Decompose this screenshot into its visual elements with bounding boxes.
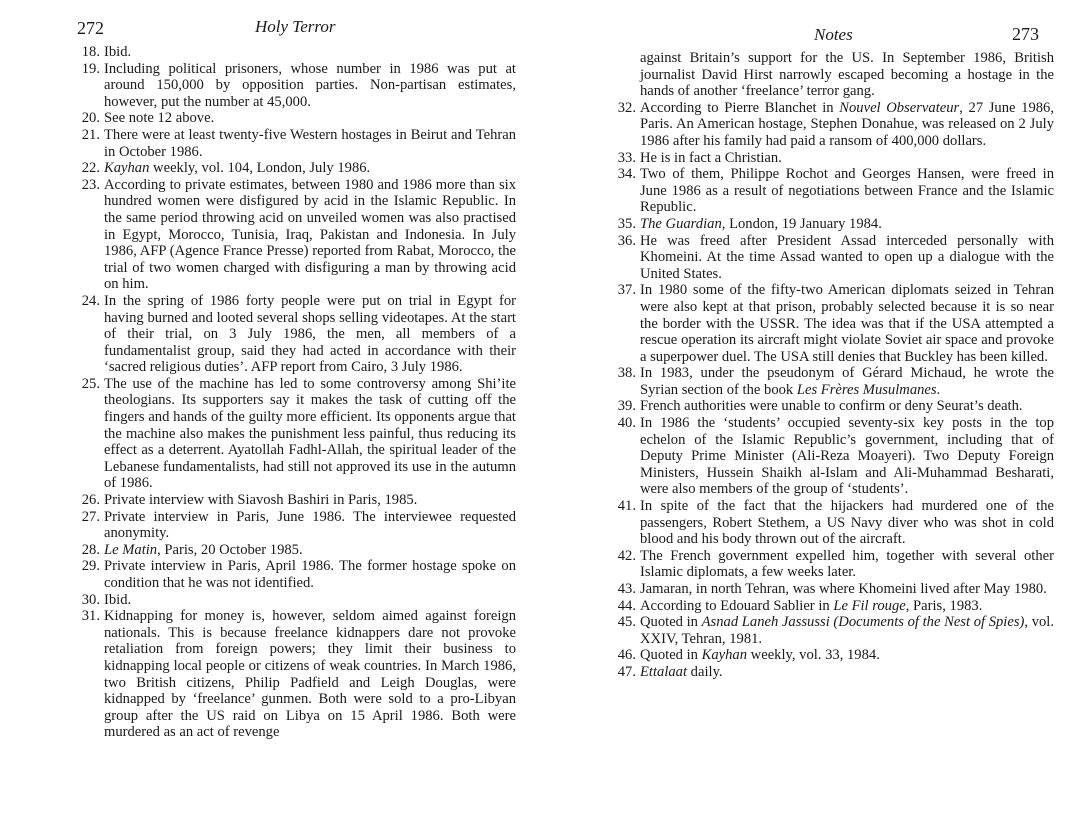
running-head: Holy Terror — [255, 17, 336, 36]
footnote — [74, 542, 516, 559]
footnote-number: 40. — [617, 415, 636, 432]
footnote-number: 31. — [81, 608, 100, 625]
footnote — [74, 592, 516, 609]
footnote-number: 33. — [617, 149, 636, 166]
footnote-number: 36. — [617, 232, 636, 249]
footnote — [610, 581, 1054, 598]
page-number: 273 — [1012, 24, 1039, 44]
footnote-text: See note 12 above. — [104, 110, 215, 127]
footnote — [74, 376, 516, 492]
footnote-text: Private interview with Siavosh Bashiri in Paris, 1985. — [104, 492, 418, 509]
footnote — [610, 365, 1054, 398]
footnote — [610, 415, 1054, 498]
footnote-text: Two of them, Philippe Rochot and Georges Hansen, were freed in June 1986 as a result of negotiations between France and the Islamic Republic. — [640, 166, 1054, 216]
footnote — [610, 614, 1054, 647]
footnote-text: According to Edouard Sablier in Le Fil rouge, Paris, 1983. — [640, 597, 983, 614]
footnote-text: In 1983, under the pseudonym of Gérard Michaud, he wrote the Syrian section of the book Les Frères Musulmanes. — [640, 365, 1054, 398]
footnote — [610, 647, 1054, 664]
footnote-number: 47. — [617, 663, 636, 680]
footnote-number: 26. — [81, 492, 100, 509]
footnote — [74, 608, 516, 741]
running-head: Notes — [814, 25, 853, 44]
footnote-text: Ibid. — [104, 44, 132, 60]
footnote-number: 35. — [617, 215, 636, 232]
footnote — [74, 558, 516, 591]
footnote-number: 44. — [617, 597, 636, 614]
footnote — [74, 509, 516, 542]
footnote-number: 34. — [617, 166, 636, 183]
footnote-text: According to Pierre Blanchet in Nouvel Observateur, 27 June 1986, Paris. An American hostage, Stephen Donahue, was released on 2 July 1986 after his family had paid a ransom of 400,000 dollars. — [640, 99, 1054, 149]
footnote-number: 18. — [81, 44, 100, 60]
footnote-number: 23. — [81, 176, 100, 193]
footnote — [74, 110, 516, 127]
footnote-number: 38. — [617, 365, 636, 382]
footnote-number: 45. — [617, 614, 636, 631]
footnote — [610, 398, 1054, 415]
footnote-number: 41. — [617, 498, 636, 515]
footnote-text: There were at least twenty-five Western hostages in Beirut and Tehran in October 1986. — [104, 126, 516, 160]
footnote — [74, 293, 516, 376]
footnote-text: The Guardian, London, 19 January 1984. — [640, 215, 882, 232]
footnote-text: In 1986 the ‘students’ occupied seventy-six key posts in the top echelon of the Islamic Republic’s government, including that of Deputy Prime Minister (Ali-Reza Moayeri). Two Deputy Foreign Ministers, Hussein Shaikh al-Islam and Ali-Muhammad Besharati, were also members of the group of ‘students’. — [640, 415, 1054, 498]
footnote — [610, 166, 1054, 216]
footnote — [610, 100, 1054, 150]
footnote-text: Including political prisoners, whose number in 1986 was put at around 150,000 by opposition parties. Non-partisan estimates, however, put the number at 45,000. — [104, 60, 516, 110]
footnote-text: Kidnapping for money is, however, seldom aimed against foreign nationals. This is because freelance kidnappers dare not provoke retaliation from foreign powers; they limit their business to kidnapping local people or citizens of weak countries. In March 1986, two British citizens, Philip Padfield and Leigh Douglas, were kidnapped by ‘freelance’ gunmen. Both were sold to a pro-Libyan group after the US raid on Libya on 15 April 1986. Both were murdered as an act of revenge — [104, 608, 516, 741]
footnote — [74, 160, 516, 177]
footnote-text: According to private estimates, between 1980 and 1986 more than six hundred women were disfigured by acid in the Islamic Republic. In the same period throwing acid on unveiled women was also practised in Egypt, Morocco, Tunisia, Iraq, Pakistan and Indonesia. In July 1986, AFP (Agence France Presse) reported from Rabat, Morocco, the trial of two women charged with disfiguring a man by throwing acid on him. — [104, 176, 516, 293]
footnote — [610, 233, 1054, 283]
footnote-text: French authorities were unable to confirm or deny Seurat’s death. — [640, 398, 1023, 415]
footnote-number: 27. — [81, 508, 100, 525]
footnote-text: Quoted in Kayhan weekly, vol. 33, 1984. — [640, 647, 880, 664]
footnote — [610, 598, 1054, 615]
notes-list — [610, 50, 1054, 681]
footnote — [610, 150, 1054, 167]
footnote-number: 32. — [617, 99, 636, 116]
footnote-number: 28. — [81, 541, 100, 558]
footnote-text: Private interview in Paris, April 1986. The former hostage spoke on condition that he was not identified. — [104, 558, 516, 591]
footnote-number: 21. — [81, 126, 100, 143]
footnote-text: Ettalaat daily. — [640, 663, 723, 680]
footnote-text: In 1980 some of the fifty-two American diplomats seized in Tehran were also kept at that prison, probably selected because it is so near the border with the USSR. The idea was that if the USA attempted a rescue operation its aircraft might violate Soviet air space and provoke a superpower duel. The USA still denies that Buckley has been killed. — [640, 282, 1054, 365]
footnote-number: 22. — [81, 160, 100, 177]
footnote-text: Jamaran, in north Tehran, was where Khomeini lived after May 1980. — [640, 581, 1047, 597]
notes-list — [74, 44, 516, 741]
footnote-text: He was freed after President Assad interceded personally with Khomeini. At the time Assad wanted to open up a dialogue with the United States. — [640, 232, 1054, 282]
footnote — [610, 548, 1054, 581]
footnote-text: In spite of the fact that the hijackers had murdered one of the passengers, Robert Stethem, a US Navy diver who was shot in cold blood and his body thrown out of the aircraft. — [640, 498, 1054, 548]
footnote — [610, 216, 1054, 233]
footnote — [74, 44, 516, 61]
footnote — [610, 664, 1054, 681]
footnote-number: 29. — [81, 558, 100, 575]
footnote-text: The French government expelled him, together with several other Islamic diplomats, a few weeks later. — [640, 547, 1054, 581]
footnote-number: 39. — [617, 398, 636, 415]
footnote-number: 30. — [81, 591, 100, 608]
footnote-text: He is in fact a Christian. — [640, 149, 782, 166]
footnote-number: 37. — [617, 282, 636, 299]
footnote-number: 25. — [81, 375, 100, 392]
footnote-number: 24. — [81, 292, 100, 309]
footnote-text: Ibid. — [104, 591, 132, 608]
footnote — [74, 177, 516, 293]
footnote-number: 46. — [617, 647, 636, 664]
footnote-text: In the spring of 1986 forty people were put on trial in Egypt for having burned and looted several shops selling videotapes. At the start of their trial, on 3 July 1986, the men, all members of a fundamentalist group, said they had acted in accordance with their ‘sacred religious duties’. AFP report from Cairo, 3 July 1986. — [104, 292, 516, 376]
footnote — [74, 492, 516, 509]
footnote — [74, 127, 516, 160]
footnote-text: Kayhan weekly, vol. 104, London, July 1986. — [104, 160, 371, 177]
footnote-text: Quoted in Asnad Laneh Jassussi (Documents of the Nest of Spies), vol. XXIV, Tehran, 1981. — [640, 614, 1054, 647]
footnote-number: 19. — [81, 60, 100, 77]
footnote — [610, 498, 1054, 548]
footnote-text: Private interview in Paris, June 1986. The interviewee requested anonymity. — [104, 508, 516, 542]
footnote — [74, 61, 516, 111]
page-number: 272 — [77, 18, 104, 38]
footnote-number: 20. — [81, 110, 100, 127]
footnote-text: Le Matin, Paris, 20 October 1985. — [104, 541, 303, 558]
footnote — [610, 282, 1054, 365]
footnote-number: 42. — [617, 547, 636, 564]
note-continuation: against Britain’s support for the US. In September 1986, British journalist David Hirst narrowly escaped becoming a hostage in the hands of another ‘freelance’ terror gang. — [640, 50, 1054, 100]
footnote-text: The use of the machine has led to some controversy among Shi’ite theologians. Its supporters say it makes the task of cutting off the fingers and hands of the guilty more efficient. Its opponents argue that the machine also makes the punishment less painful, thus reducing its effect as a deterrent. Ayatollah Fadhl-Allah, the spiritual leader of the Lebanese fundamentalists, had still not approved its use in the autumn of 1986. — [104, 375, 516, 492]
footnote-number: 43. — [617, 581, 636, 597]
